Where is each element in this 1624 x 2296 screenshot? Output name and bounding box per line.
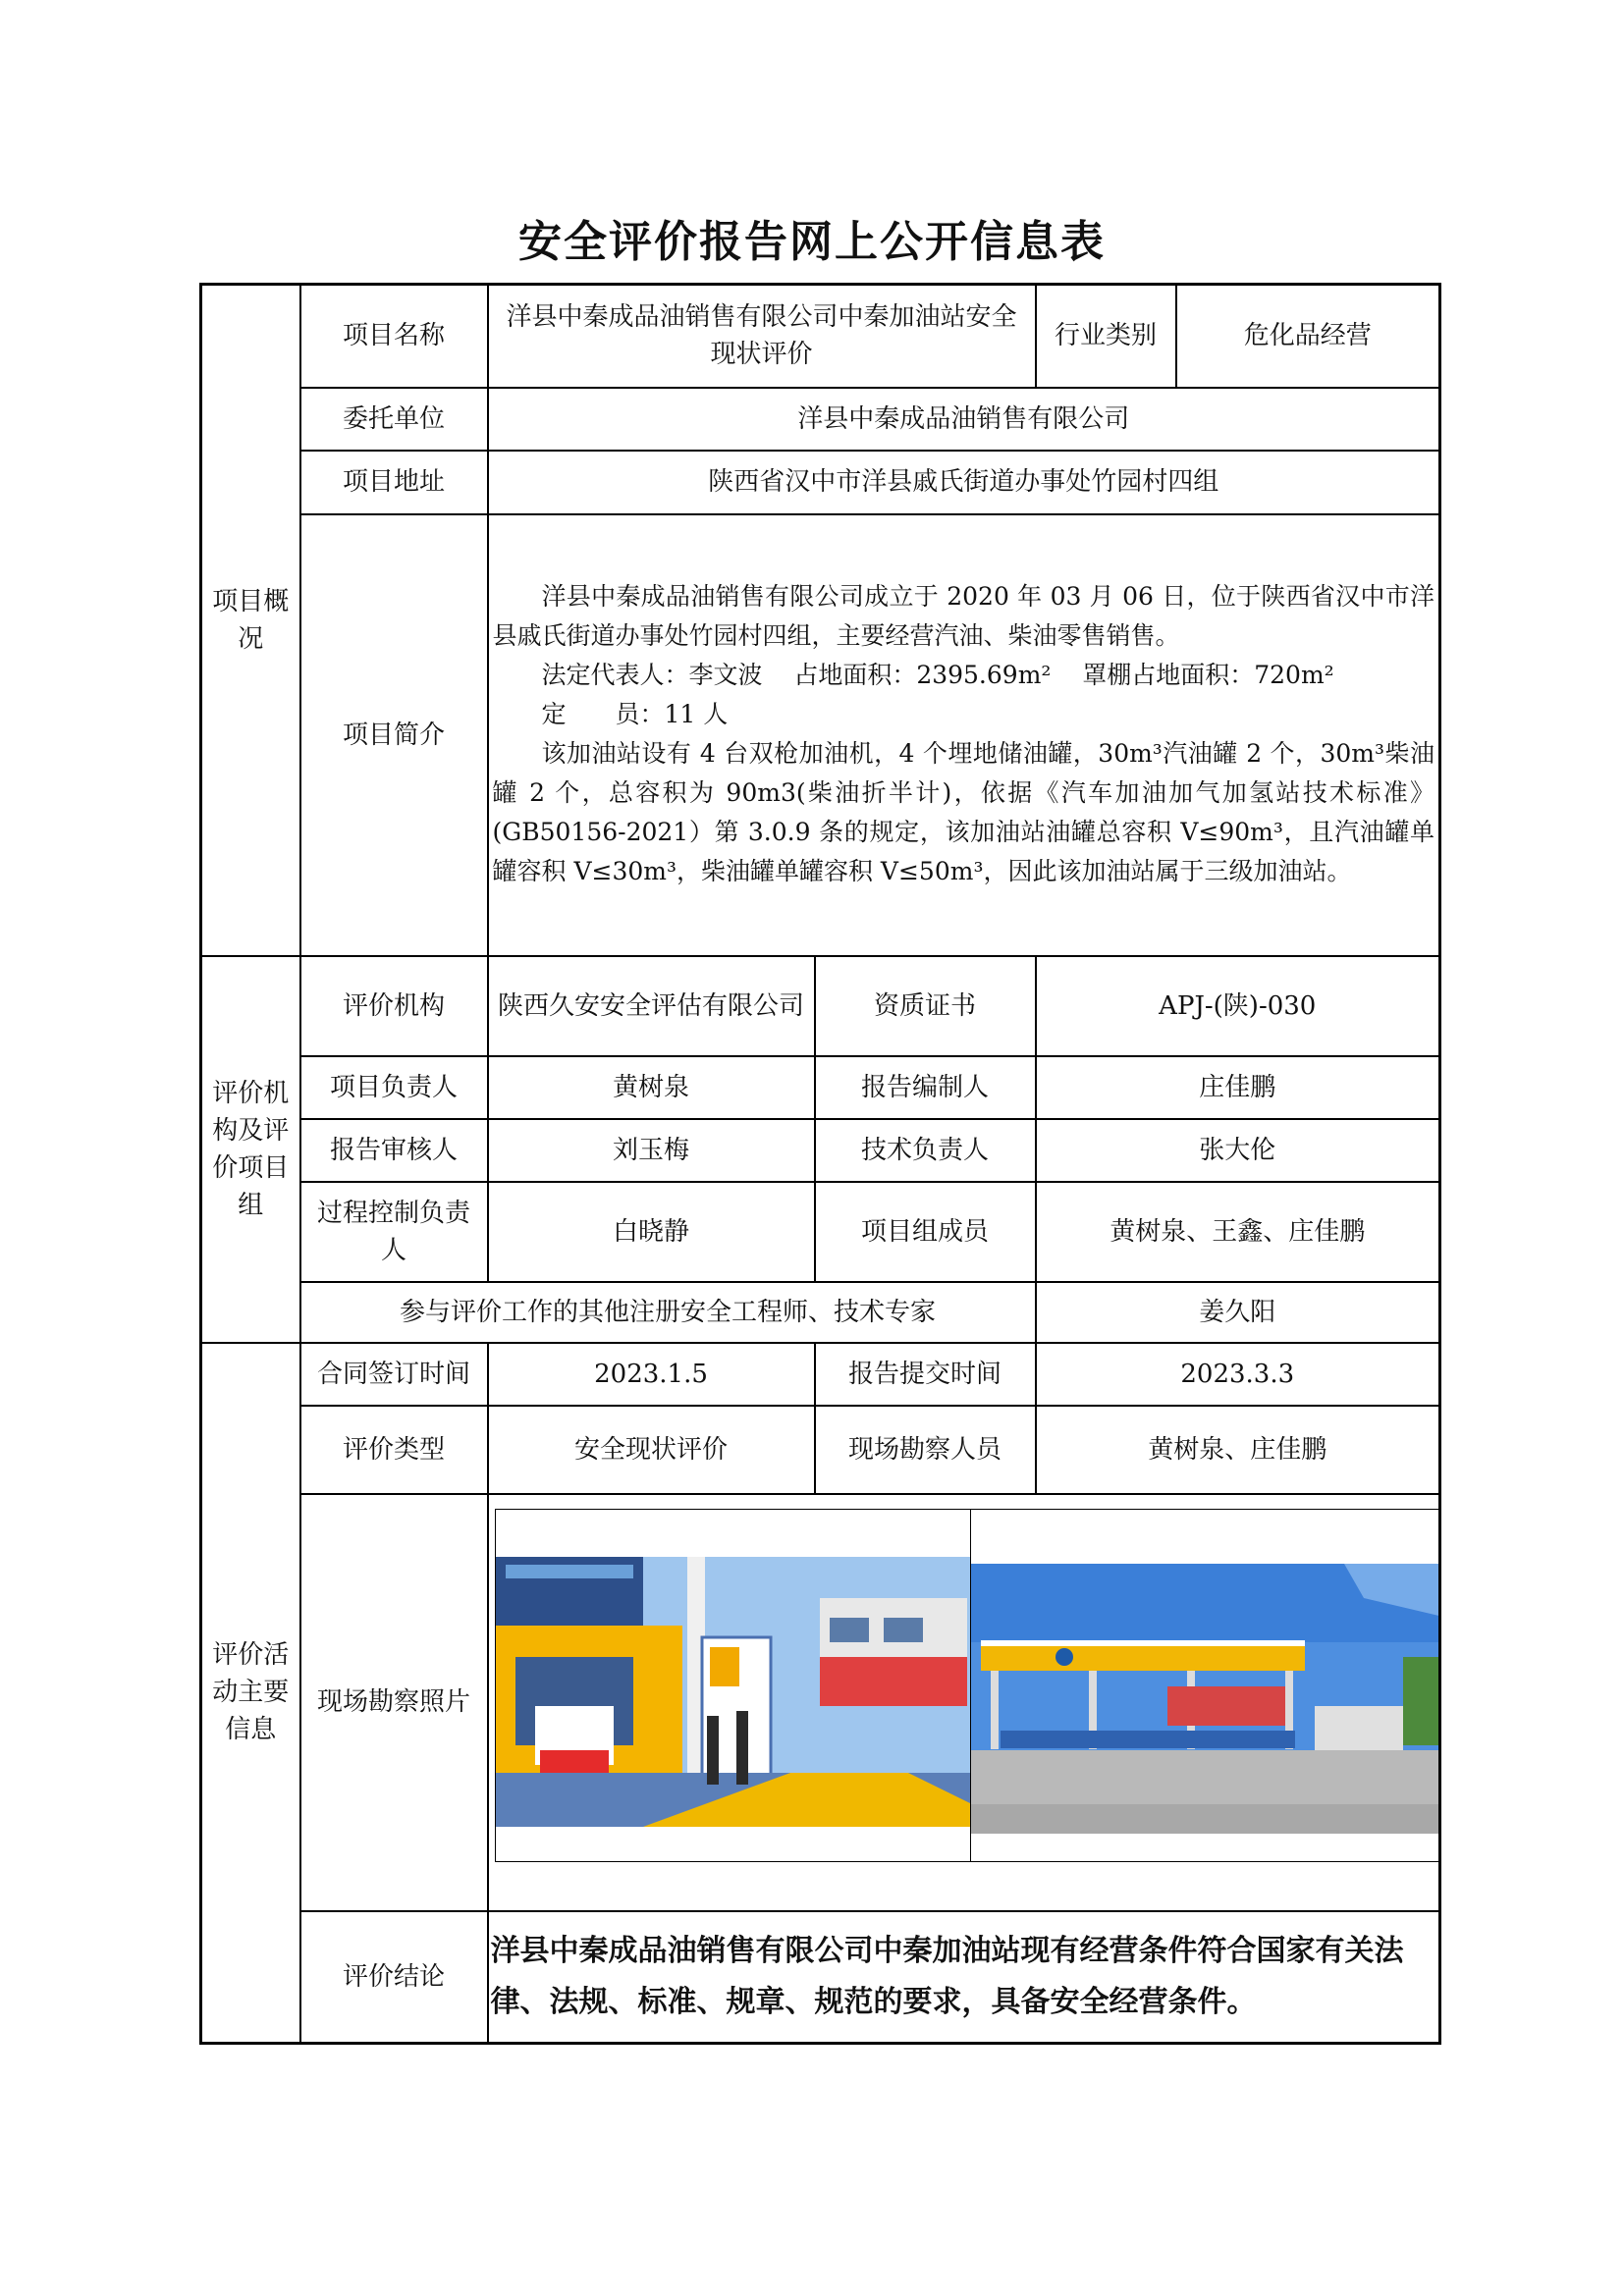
surveyors-value: 黄树泉、庄佳鹏 [1036, 1406, 1440, 1494]
page-title: 安全评价报告网上公开信息表 [518, 217, 1106, 267]
writer-label: 报告编制人 [815, 1056, 1036, 1119]
industry-label: 行业类别 [1036, 285, 1176, 388]
client-value: 洋县中秦成品油销售有限公司 [488, 388, 1440, 451]
group-activity: 评价活动主要信息 [201, 1343, 300, 2044]
canopy-area: 罩棚占地面积：720m² [1082, 660, 1334, 689]
cert-value: APJ-(陕)-030 [1036, 956, 1440, 1056]
project-name-label: 项目名称 [300, 285, 488, 388]
process-label: 过程控制负责人 [300, 1182, 488, 1282]
site-photo-1 [495, 1509, 971, 1862]
others-label: 参与评价工作的其他注册安全工程师、技术专家 [300, 1282, 1036, 1343]
legal-representative: 法定代表人：李文波 [541, 660, 763, 689]
conclusion-label: 评价结论 [300, 1911, 488, 2044]
group-overview: 项目概况 [201, 285, 300, 956]
staff-count: 定 员：11 人 [541, 699, 729, 728]
intro-label: 项目简介 [300, 514, 488, 956]
land-area: 占地面积：2395.69m² [793, 660, 1052, 689]
client-label: 委托单位 [300, 388, 488, 451]
photos-label: 现场勘察照片 [300, 1494, 488, 1911]
others-value: 姜久阳 [1036, 1282, 1440, 1343]
conclusion-value: 洋县中秦成品油销售有限公司中秦加油站现有经营条件符合国家有关法律、法规、标准、规章、规范的要求，具备安全经营条件。 [488, 1911, 1440, 2044]
members-value: 黄树泉、王鑫、庄佳鹏 [1036, 1182, 1440, 1282]
intro-key-facts [493, 656, 1435, 695]
cert-label: 资质证书 [815, 956, 1036, 1056]
contract-value: 2023.1.5 [488, 1343, 815, 1406]
type-value: 安全现状评价 [488, 1406, 815, 1494]
type-label: 评价类型 [300, 1406, 488, 1494]
surveyors-label: 现场勘察人员 [815, 1406, 1036, 1494]
tech-label: 技术负责人 [815, 1119, 1036, 1182]
group-org: 评价机构及评价项目组 [201, 956, 300, 1343]
submit-label: 报告提交时间 [815, 1343, 1036, 1406]
info-table [199, 283, 1441, 2045]
tech-value: 张大伦 [1036, 1119, 1440, 1182]
agency-value: 陕西久安安全评估有限公司 [488, 956, 815, 1056]
process-value: 白晓静 [488, 1182, 815, 1282]
photos-cell [488, 1494, 1440, 1911]
address-value: 陕西省汉中市洋县戚氏街道办事处竹园村四组 [488, 451, 1440, 514]
agency-label: 评价机构 [300, 956, 488, 1056]
reviewer-label: 报告审核人 [300, 1119, 488, 1182]
project-name-value: 洋县中秦成品油销售有限公司中秦加油站安全现状评价 [488, 285, 1036, 388]
intro-paragraph-1: 洋县中秦成品油销售有限公司成立于 2020 年 03 月 06 日，位于陕西省汉中市洋县戚氏街道办事处竹园村四组，主要经营汽油、柴油零售销售。 [492, 581, 1435, 650]
reviewer-value: 刘玉梅 [488, 1119, 815, 1182]
submit-value: 2023.3.3 [1036, 1343, 1440, 1406]
intro-text [488, 514, 1440, 956]
members-label: 项目组成员 [815, 1182, 1036, 1282]
leader-label: 项目负责人 [300, 1056, 488, 1119]
leader-value: 黄树泉 [488, 1056, 815, 1119]
writer-value: 庄佳鹏 [1036, 1056, 1440, 1119]
intro-paragraph-3: 该加油站设有 4 台双枪加油机，4 个埋地储油罐，30m³汽油罐 2 个，30m³柴油罐 2 个，总容积为 90m3(柴油折半计)，依据《汽车加油加气加氢站技术标准》(GB50156-2021）第 3.0.9 条的规定，该加油站油罐总容积 V≤90m³，且汽油罐单罐容积 V≤30m³，柴油罐单罐容积 V≤50m³，因此该加油站属于三级加油站。 [492, 738, 1435, 885]
site-photo-2 [970, 1509, 1440, 1862]
industry-value: 危化品经营 [1176, 285, 1440, 388]
address-label: 项目地址 [300, 451, 488, 514]
contract-label: 合同签订时间 [300, 1343, 488, 1406]
